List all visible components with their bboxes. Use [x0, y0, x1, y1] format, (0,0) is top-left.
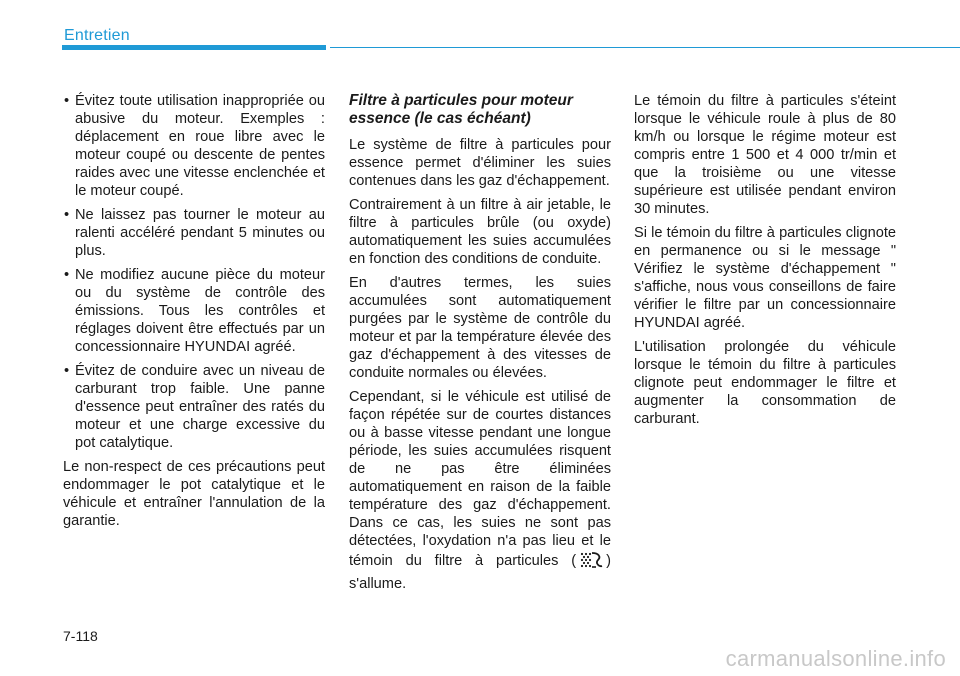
header-rule-thin — [330, 47, 960, 48]
page-number: 7-118 — [63, 628, 98, 644]
list-item: • Ne laissez pas tourner le moteur au ralenti accéléré pendant 5 minutes ou plus. — [64, 207, 325, 259]
column-3 — [634, 92, 896, 434]
list-item: • Évitez toute utilisation inappropriée ou abusive du moteur. Exemples : déplacement en roue libre avec le moteur coupé ou descente de pentes raides avec une vitesse enclenchée et le moteur coupé. — [64, 93, 325, 199]
header-rule-thick — [62, 45, 326, 50]
particulate-filter-warning-icon — [578, 550, 604, 575]
column-2 — [349, 92, 611, 599]
paragraph: Si le témoin du filtre à particules clignote en permanence ou si le message " Vérifiez le système d'échappement " s'affiche, nous vous conseillons de faire vérifier le filtre par un concessionnaire HYUNDAI agréé. — [634, 225, 896, 331]
warranty-paragraph: Le non-respect de ces précautions peut endommager le pot catalytique et le véhicule et entraîner l'annulation de la garantie. — [63, 459, 325, 529]
column-1 — [63, 92, 325, 536]
bullet-icon: • — [64, 267, 70, 283]
list-item: • Évitez de conduire avec un niveau de carburant trop faible. Une panne d'essence peut entraîner des ratés du moteur et une charge excessive du pot catalytique. — [64, 363, 325, 451]
precautions-list — [63, 92, 325, 452]
list-item: • Ne modifiez aucune pièce du moteur ou du système de contrôle des émissions. Tous les contrôles et réglages doivent être effectués par un concessionnaire HYUNDAI agréé. — [64, 267, 325, 355]
paragraph: Le témoin du filtre à particules s'éteint lorsque le véhicule roule à plus de 80 km/h ou lorsque le régime moteur est compris entre 1 500 et 4 000 tr/min et que la troisième ou une vitesse supérieure est utilisée pendant environ 30 minutes. — [634, 93, 896, 217]
paragraph: Le système de filtre à particules pour essence permet d'éliminer les suies contenues dans les gaz d'échappement. — [349, 137, 611, 189]
bullet-icon: • — [64, 207, 70, 223]
paragraph-with-icon: Cependant, si le véhicule est utilisé de façon répétée sur de courtes distances ou à basse vitesse pendant une longue période, les suies accumulées risquent de ne pas être éliminées automatiquement en raison de la faible température des gaz d'échappement. Dans ce cas, les suies ne sont pas détectées, l'oxydation n'a pas lieu et le témoin du filtre à particules ( ) s'allume. — [349, 389, 611, 592]
bullet-icon: • — [64, 93, 70, 109]
paragraph: En d'autres termes, les suies accumulées sont automatiquement purgées par le système de contrôle du moteur et par la température élevée des gaz d'échappement à des vitesses de conduite normales ou élevées. — [349, 275, 611, 381]
paragraph: L'utilisation prolongée du véhicule lorsque le témoin du filtre à particules clignote peut endommager le filtre et augmenter la consommation de carburant. — [634, 339, 896, 427]
watermark: carmanualsonline.info — [725, 646, 946, 671]
section-title: Entretien — [64, 27, 130, 44]
bullet-icon: • — [64, 363, 70, 379]
paragraph: Contrairement à un filtre à air jetable, le filtre à particules brûle (ou oxyde) automatiquement les suies accumulées en fonction des conditions de conduite. — [349, 197, 611, 267]
filter-heading: Filtre à particules pour moteur essence (le cas échéant) — [349, 92, 573, 127]
